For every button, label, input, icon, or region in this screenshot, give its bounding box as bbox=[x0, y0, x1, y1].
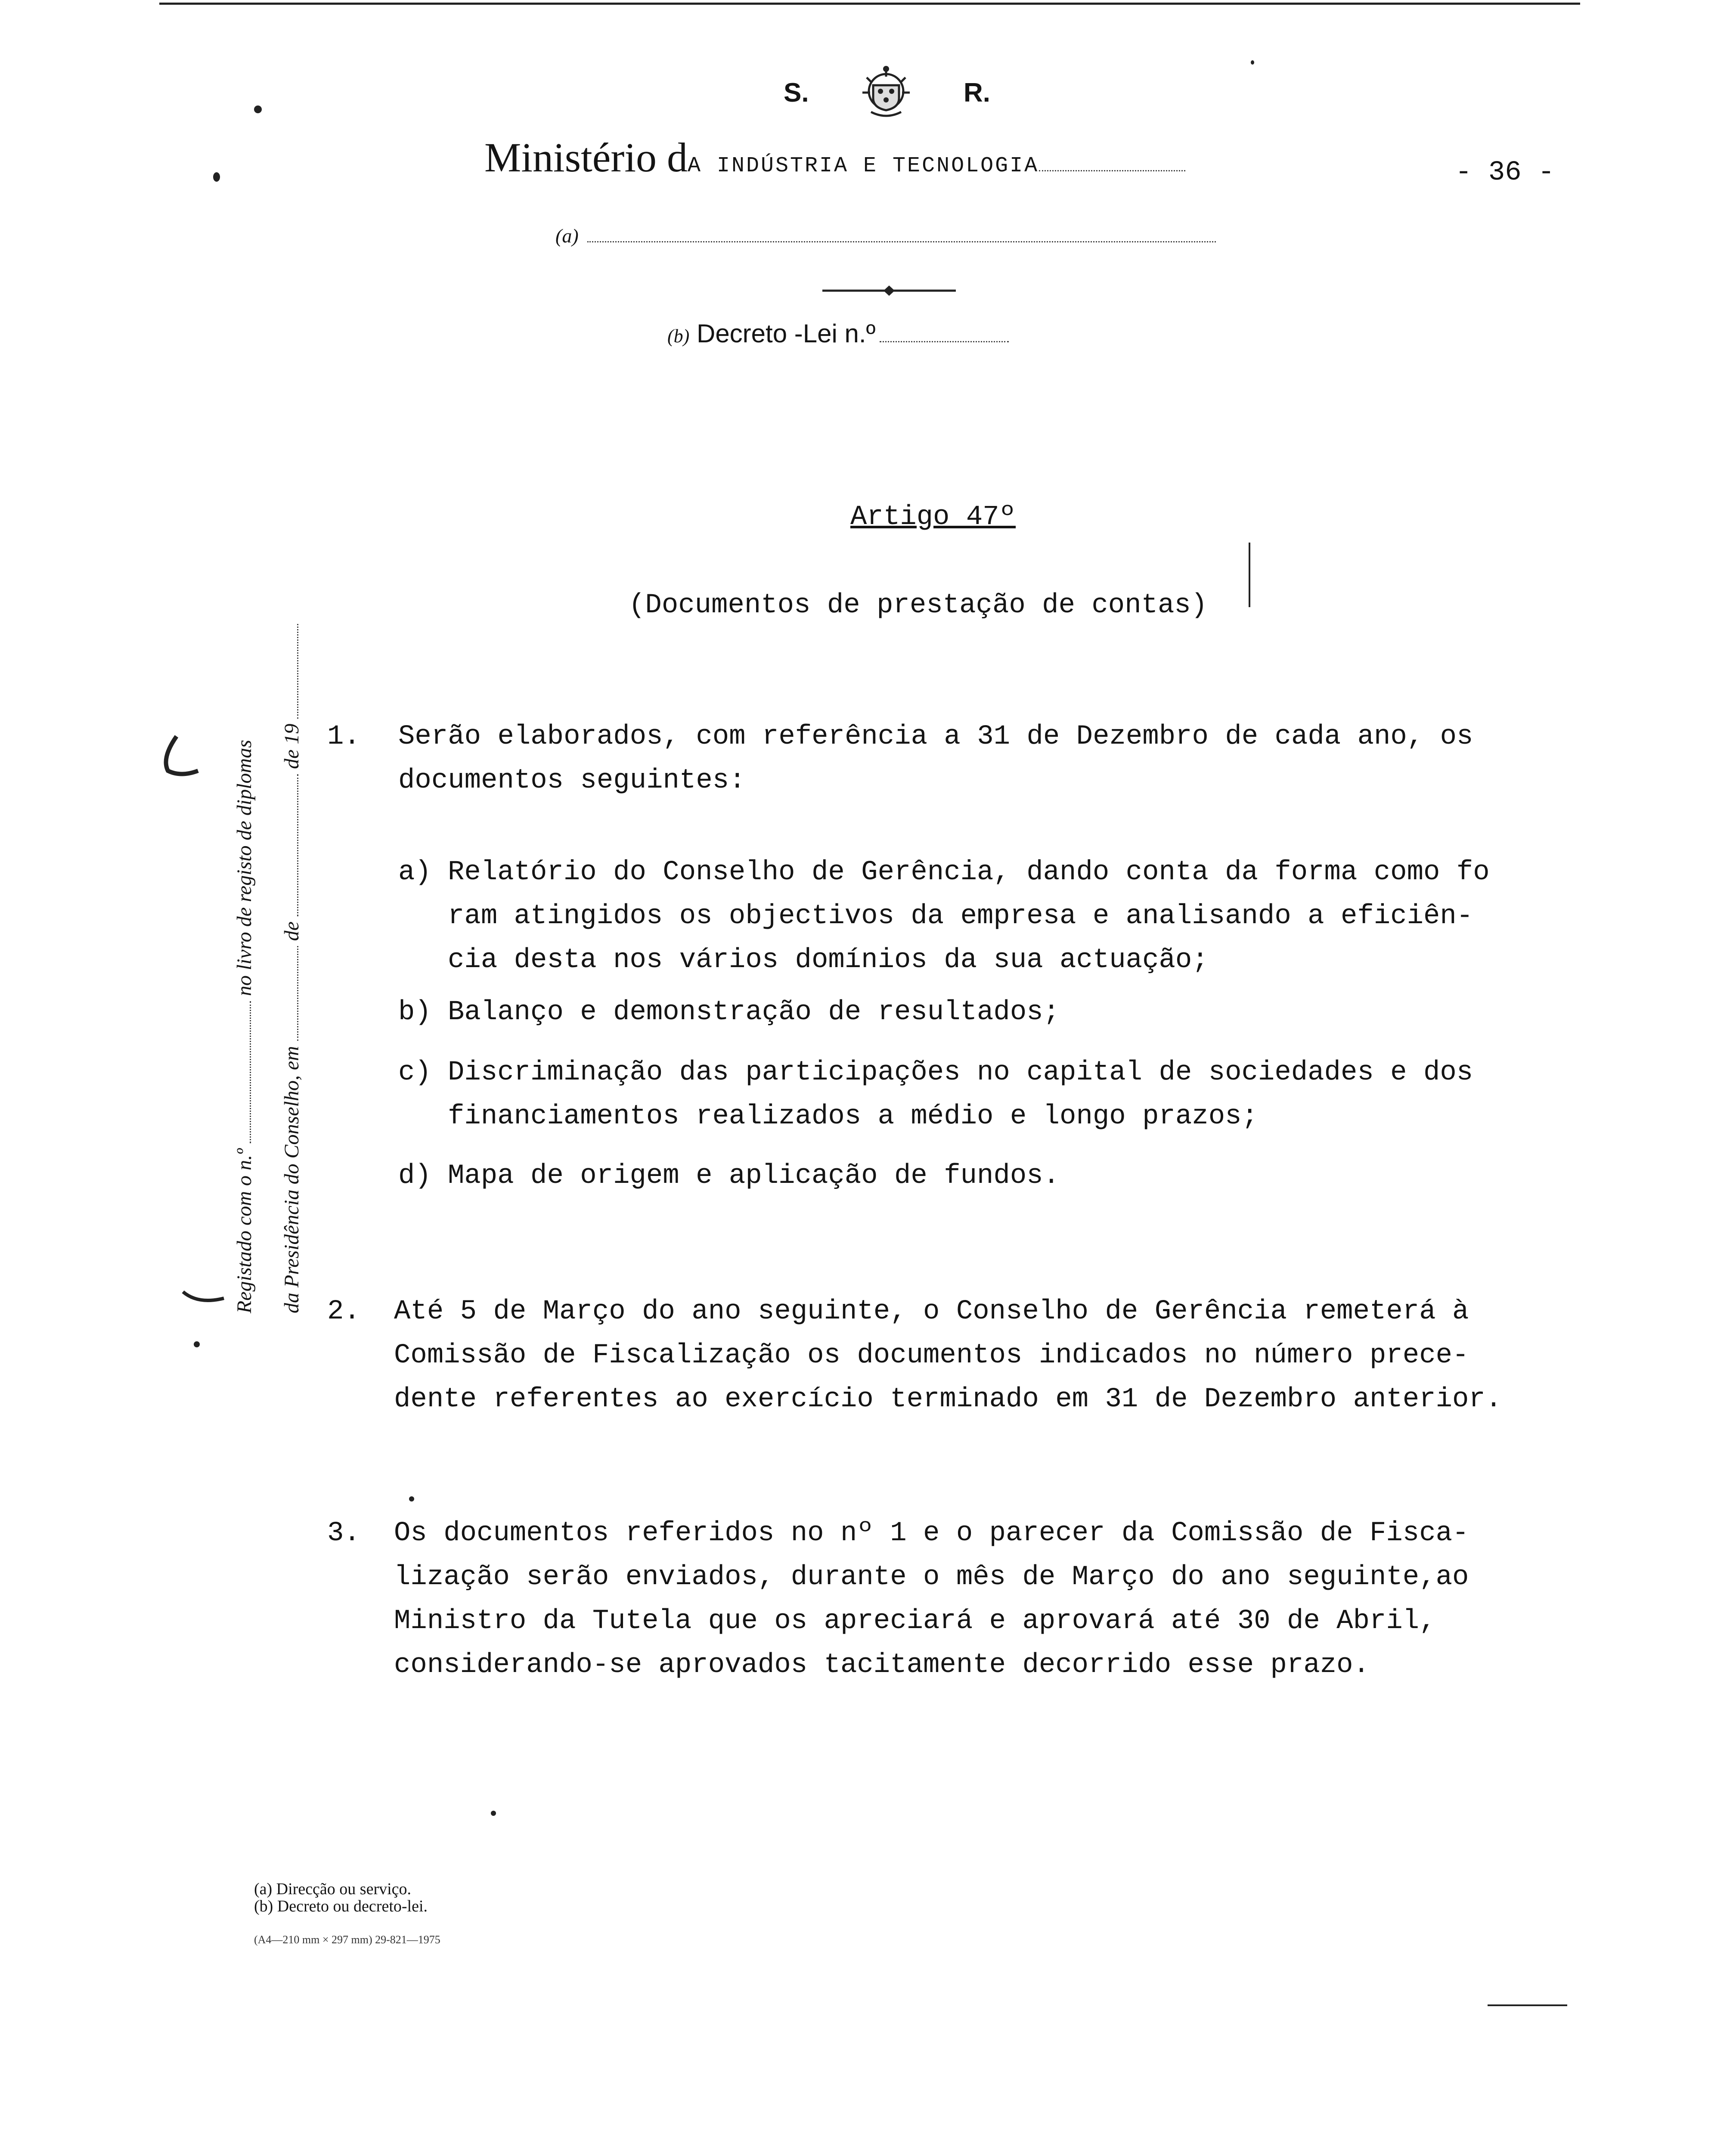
field-b bbox=[667, 319, 1098, 357]
seal-header bbox=[784, 56, 990, 129]
page-number: - 36 - bbox=[1455, 157, 1555, 188]
bottom-rule bbox=[1488, 2004, 1567, 2006]
item-b-label: b) bbox=[398, 997, 431, 1028]
section-1-number: 1. bbox=[327, 721, 360, 752]
item-a-label: a) bbox=[398, 857, 431, 888]
section-3-line: Os documentos referidos no nº 1 e o parecer da Comissão de Fisca- bbox=[394, 1518, 1469, 1549]
item-d-text bbox=[448, 1154, 1060, 1198]
section-2-line: Comissão de Fiscalização os documentos indicados no número prece- bbox=[394, 1340, 1469, 1371]
divider-ornament-icon bbox=[822, 282, 956, 299]
section-3-text bbox=[394, 1511, 1469, 1687]
section-3-line: lização serão enviados, durante o mês de Março do ano seguinte,ao bbox=[394, 1562, 1469, 1593]
footnote-b: (b) Decreto ou decreto-lei. bbox=[254, 1897, 428, 1915]
scan-speck bbox=[213, 172, 220, 182]
ministry-line bbox=[484, 133, 1302, 198]
item-a-text bbox=[448, 850, 1490, 982]
margin-registered-label: Registado com o n.º bbox=[233, 1148, 256, 1313]
ministry-name: A INDÚSTRIA E TECNOLOGIA bbox=[687, 154, 1039, 178]
field-a-label: (a) bbox=[555, 225, 579, 247]
section-2-line: Até 5 de Março do ano seguinte, o Conselho de Gerência remeterá à bbox=[394, 1296, 1469, 1327]
section-3-number: 3. bbox=[327, 1518, 360, 1549]
section-2-text bbox=[394, 1290, 1502, 1421]
section-2-number: 2. bbox=[327, 1296, 360, 1327]
margin-year-blank bbox=[284, 624, 298, 719]
scan-speck bbox=[491, 1811, 496, 1816]
pen-mark-icon bbox=[159, 732, 207, 779]
margin-month-blank bbox=[284, 774, 298, 916]
item-b-line: Balanço e demonstração de resultados; bbox=[448, 997, 1060, 1028]
item-d-label: d) bbox=[398, 1160, 431, 1191]
section-1-line: documentos seguintes: bbox=[398, 765, 746, 796]
section-3-line: considerando-se aprovados tacitamente decorrido esse prazo. bbox=[394, 1650, 1370, 1681]
margin-line-1 bbox=[232, 740, 256, 1313]
scan-speck bbox=[1251, 60, 1254, 65]
margin-day-blank bbox=[284, 946, 298, 1041]
ministry-prefix: Ministério d bbox=[484, 134, 688, 180]
margin-of-label: de bbox=[280, 921, 303, 941]
item-c-label: c) bbox=[398, 1057, 431, 1088]
margin-presidency-label: da Presidência do Conselho, em bbox=[280, 1046, 303, 1313]
item-b-text bbox=[448, 990, 1060, 1034]
article-title: Artigo 47º bbox=[850, 502, 1016, 533]
item-c-line: financiamentos realizados a médio e longo prazos; bbox=[448, 1101, 1258, 1132]
ministry-dotted-line bbox=[1039, 161, 1185, 171]
item-a-line: ram atingidos os objectivos da empresa e analisando a eficiên- bbox=[448, 901, 1473, 932]
margin-book-label: no livro de registo de diplomas bbox=[233, 740, 256, 996]
print-reference: (A4—210 mm × 297 mm) 29-821—1975 bbox=[254, 1933, 440, 1946]
margin-year-label: de 19 bbox=[280, 723, 303, 769]
section-3-line: Ministro da Tutela que os apreciará e aprovará até 30 de Abril, bbox=[394, 1606, 1436, 1637]
pen-mark-icon bbox=[181, 1287, 228, 1309]
margin-number-blank bbox=[237, 1001, 251, 1143]
top-rule bbox=[159, 3, 1580, 5]
footnote-a: (a) Direcção ou serviço. bbox=[254, 1880, 412, 1898]
field-b-label: (b) bbox=[667, 326, 690, 347]
registration-margin bbox=[232, 517, 319, 1313]
field-a-dotted-line bbox=[587, 224, 1216, 242]
coat-of-arms-icon bbox=[854, 60, 918, 125]
item-a-line: cia desta nos vários domínios da sua actuação; bbox=[448, 945, 1209, 976]
item-d-line: Mapa de origem e aplicação de fundos. bbox=[448, 1160, 1060, 1191]
scan-line bbox=[1249, 543, 1250, 607]
scan-speck bbox=[254, 105, 262, 113]
article-subtitle: (Documentos de prestação de contas) bbox=[629, 590, 1208, 621]
decree-dotted-line bbox=[880, 324, 1009, 342]
margin-line-2 bbox=[280, 624, 304, 1313]
decree-label: Decreto -Lei n.º bbox=[696, 319, 876, 348]
scan-speck bbox=[194, 1341, 200, 1347]
section-1-text bbox=[398, 715, 1473, 803]
item-a-line: Relatório do Conselho de Gerência, dando conta da forma como fo bbox=[448, 857, 1490, 888]
item-c-line: Discriminação das participações no capital de sociedades e dos bbox=[448, 1057, 1473, 1088]
item-c-text bbox=[448, 1051, 1473, 1139]
section-2-line: dente referentes ao exercício terminado em 31 de Dezembro anterior. bbox=[394, 1384, 1502, 1415]
scan-speck bbox=[409, 1496, 414, 1502]
seal-left-letter: S. bbox=[784, 78, 809, 108]
field-a bbox=[555, 224, 1227, 258]
seal-right-letter: R. bbox=[964, 78, 990, 108]
section-1-line: Serão elaborados, com referência a 31 de Dezembro de cada ano, os bbox=[398, 721, 1473, 752]
